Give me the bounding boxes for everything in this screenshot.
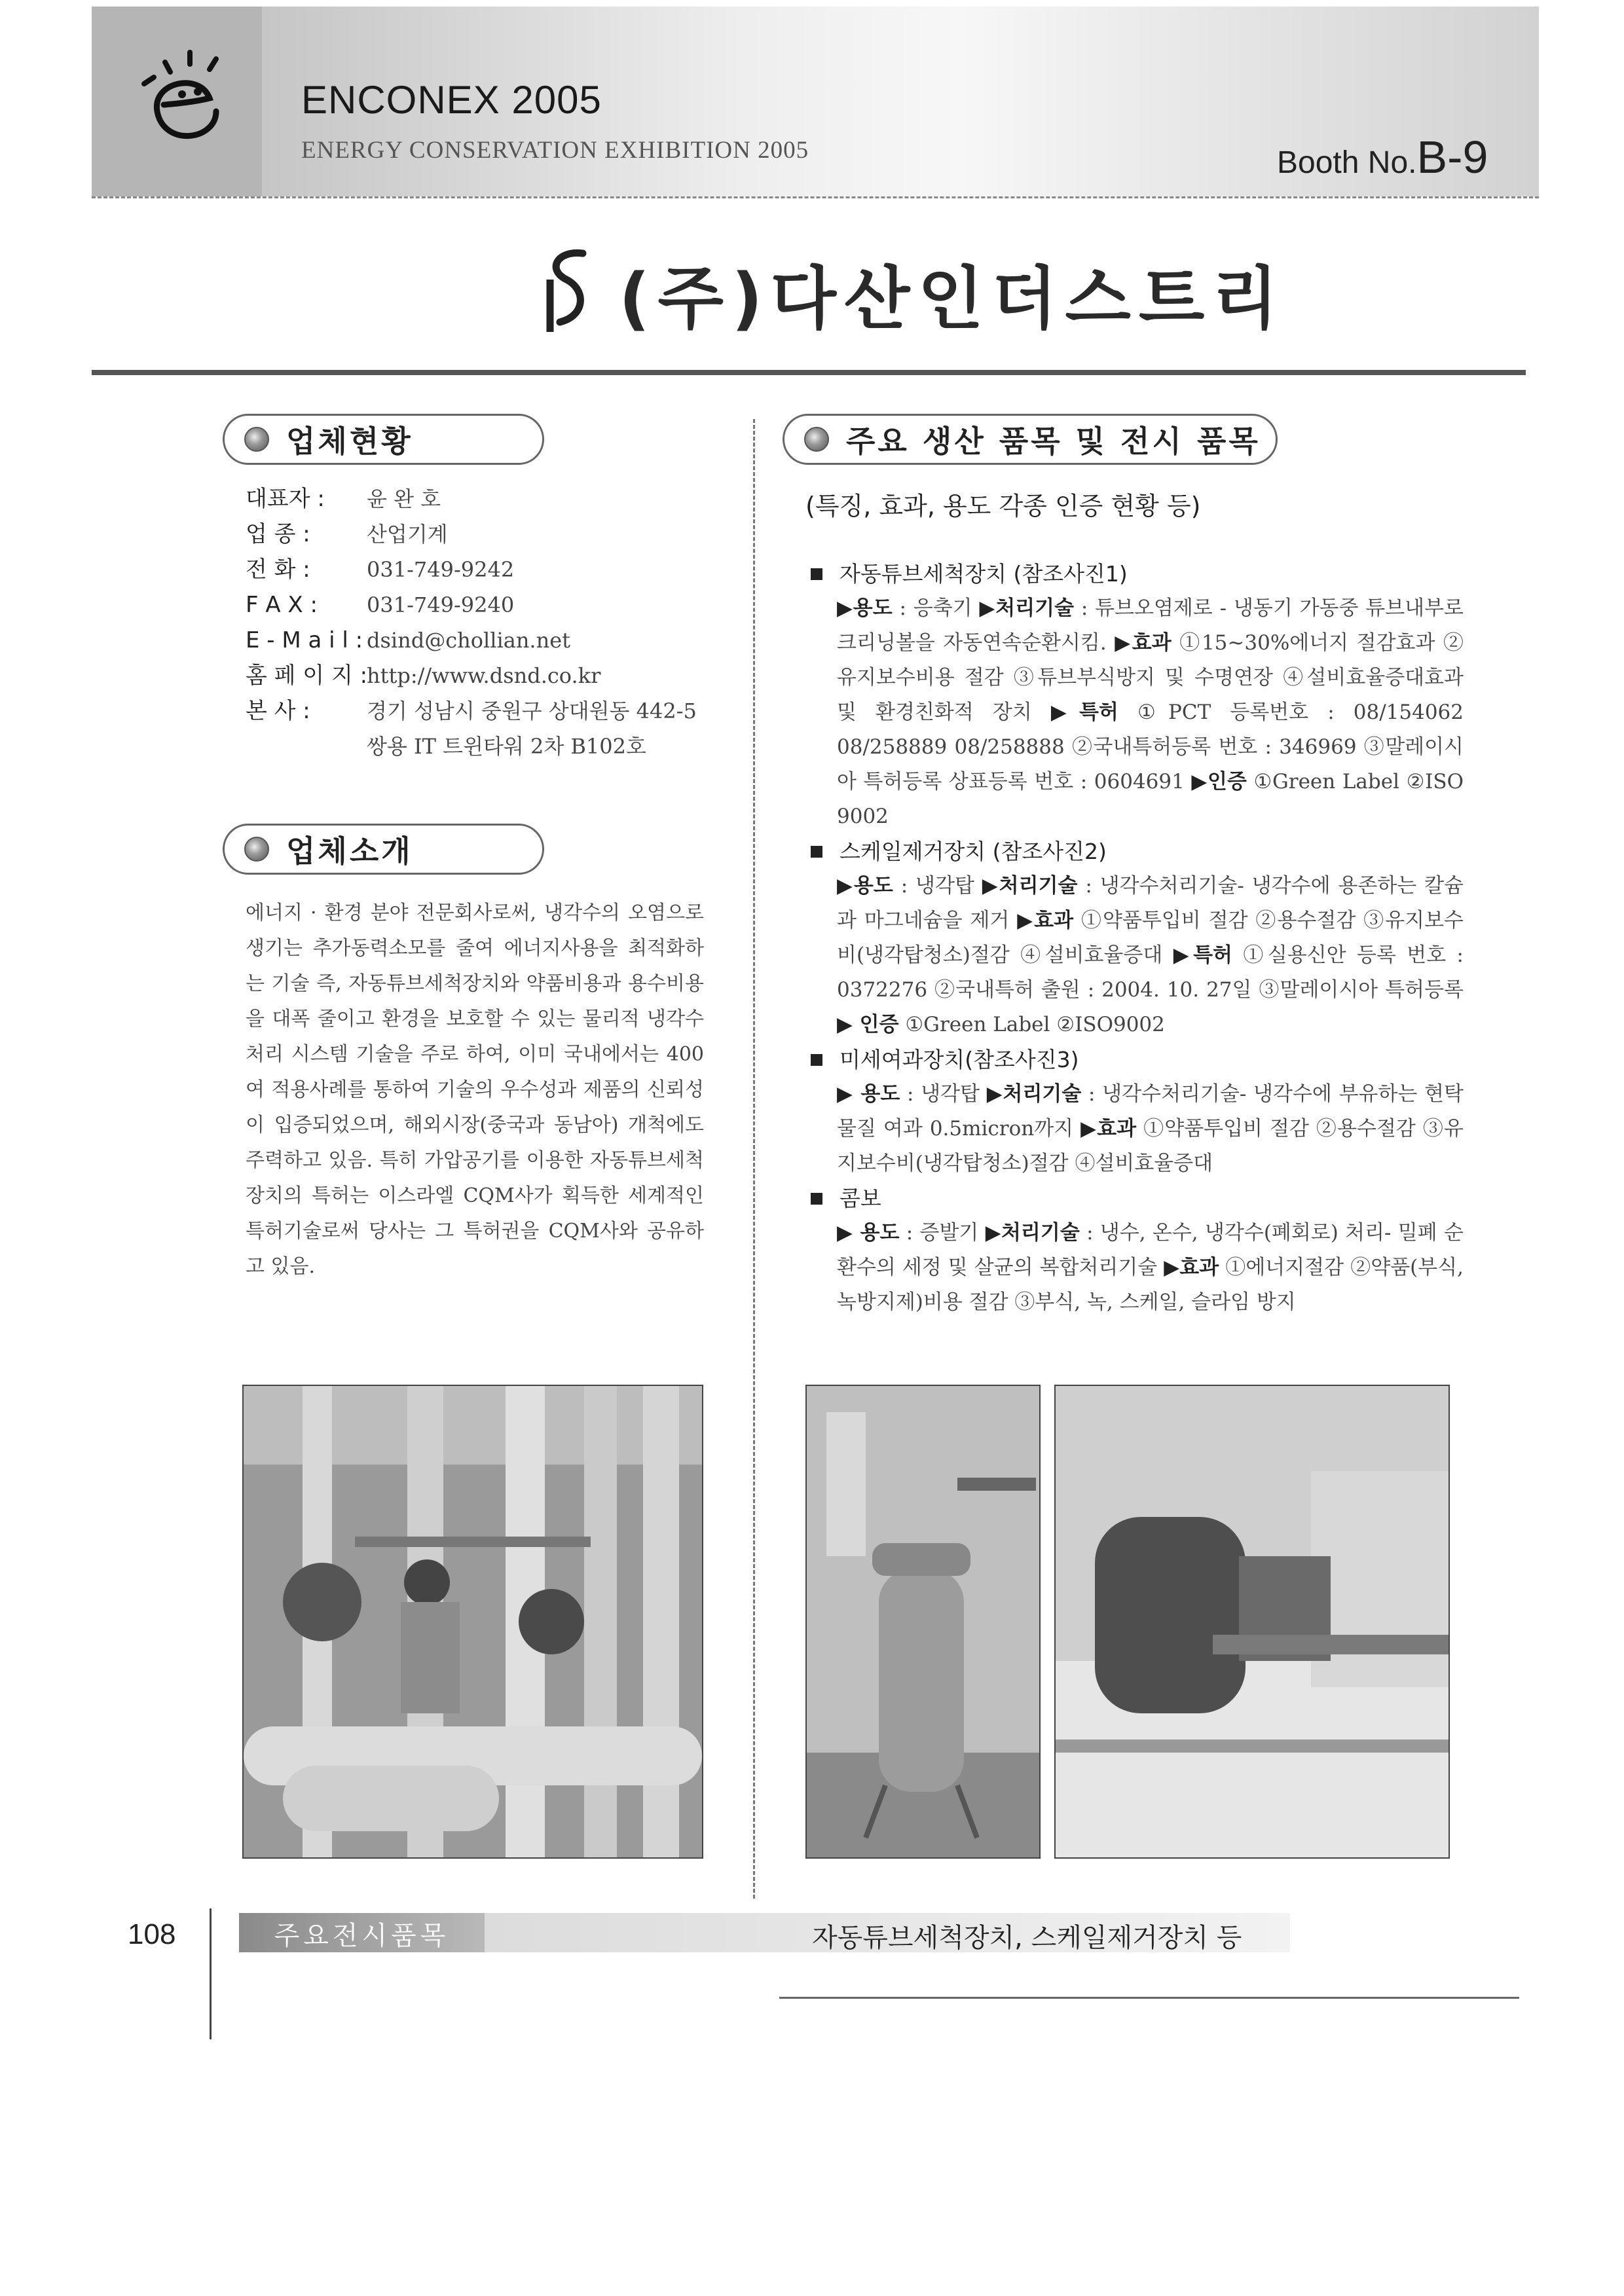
photo-tube-cleaning-system: [242, 1385, 703, 1859]
info-row: 쌍용 IT 트윈타워 2차 B102호: [367, 734, 646, 759]
footer-items: 자동튜브세척장치, 스케일제거장치 등: [812, 1923, 1242, 1953]
column-divider: [753, 419, 755, 1899]
info-row: 본 사 : 경기 성남시 중원구 상대원동 442-5: [246, 698, 697, 724]
square-bullet-icon: [811, 846, 822, 858]
product-list: [805, 556, 1464, 1320]
booth-label: Booth No.: [1277, 145, 1417, 180]
bullet-dot-icon: [244, 837, 269, 862]
booth-number: [1277, 131, 1488, 183]
enconex-logo-icon: [118, 26, 262, 170]
homepage-link[interactable]: http://www.dsnd.co.kr: [367, 663, 601, 688]
photo-scale-removal-device: [805, 1385, 1041, 1859]
info-row: E - M a i l : dsind@chollian.net: [246, 623, 697, 658]
introduction-title: 업체소개: [286, 833, 413, 869]
footer-rule: [779, 1997, 1519, 1999]
bullet-dot-icon: [804, 427, 829, 452]
info-row: 업 종 : 산업기계: [246, 521, 448, 547]
footer-divider: [210, 1908, 212, 2039]
product-name: 자동튜브세척장치 (참조사진1): [840, 561, 1128, 587]
products-heading: [783, 414, 1278, 465]
email-link[interactable]: dsind@chollian.net: [367, 628, 570, 653]
photo-microfiltration-device: [1054, 1385, 1450, 1859]
product-item: 스케일제거장치 (참조사진2) ▶용도 : 냉각탑 ▶처리기술 : 냉각수처리기술- 냉각수에 용존하는 칼슘과 마그네슘을 제거 ▶효과 ①약품투입비 절감 ②용수절감 ③유지보수비(냉각탑청소)절감 ④설비효율증대 ▶특허 ①실용신안 등록 번호 : 0372276 ②국내특허 출원 : 2004. 10. 27일 ③말레이시아 특허등록 ▶ 인증 ①Green Label ②ISO9002: [805, 834, 1464, 1042]
company-logo-icon: [537, 244, 602, 335]
product-item: 미세여과장치(참조사진3) ▶ 용도 : 냉각탑 ▶처리기술 : 냉각수처리기술- 냉각수에 부유하는 현탁 물질 여과 0.5micron까지 ▶효과 ①약품투입비 절감 ②용수절감 ③유지보수비(냉각탑청소)절감 ④설비효율증대: [805, 1042, 1464, 1181]
products-subtitle: (특징, 효과, 용도 각종 인증 현황 등): [805, 492, 1201, 520]
product-name: 콤보: [840, 1186, 881, 1211]
bullet-dot-icon: [244, 427, 269, 452]
header-divider: [92, 196, 1539, 198]
info-row: 홈 페 이 지 : http://www.dsnd.co.kr: [246, 658, 697, 693]
overview-heading: [223, 414, 544, 465]
page-number: 108: [128, 1918, 176, 1950]
products-title: 주요 생산 품목 및 전시 품목: [846, 424, 1261, 459]
company-name: (주)다산인더스트리: [619, 259, 1286, 338]
introduction-text: 에너지 · 환경 분야 전문회사로써, 냉각수의 오염으로 생기는 추가동력소모를 줄여 에너지사용을 최적화하는 기술 즉, 자동튜브세척장치와 약품비용과 용수비용을 대폭 줄이고 환경을 보호할 수 있는 물리적 냉각수처리 시스템 기술을 주로 하여, 이미 국내에서는 400여 적용사례를 통하여 기술의 우수성과 제품의 신뢰성이 입증되었으며, 해외시장(중국과 동남아) 개척에도 주력하고 있음. 특히 가압공기를 이용한 자동튜브세척장치의 특허는 이스라엘 CQM사가 획득한 세계적인 특허기술로써 당사는 그 특허권을 CQM사와 공유하고 있음.: [246, 902, 704, 1278]
info-row: 대표자 : 윤 완 호: [246, 486, 441, 512]
product-item: 콤보 ▶ 용도 : 증발기 ▶처리기술 : 냉수, 온수, 냉각수(폐회로) 처리- 밀폐 순환수의 세정 및 살균의 복합처리기술 ▶효과 ①에너지절감 ②약품(부식,녹방지제)비용 절감 ③부식, 녹, 스케일, 슬라임 방지: [805, 1181, 1464, 1320]
product-item: 자동튜브세척장치 (참조사진1) ▶용도 : 응축기 ▶처리기술 : 튜브오염제로 - 냉동기 가동중 튜브내부로 크리닝볼을 자동연속순환시킴. ▶효과 ①15~30%에너지 절감효과 ②유지보수비용 절감 ③튜브부식방지 및 수명연장 ④설비효율증대효과 및 환경친화적 장치 ▶특허 ①PCT 등록번호 : 08/154062 08/258889 08/258888 ②국내특허등록 번호 : 346969 ③말레이시아 특허등록 상표등록 번호 : 0604691 ▶인증 ①Green Label ②ISO 9002: [805, 556, 1464, 834]
introduction-heading: [223, 824, 544, 875]
product-name: 스케일제거장치 (참조사진2): [840, 839, 1107, 864]
title-rule: [92, 370, 1526, 375]
square-bullet-icon: [811, 1193, 822, 1205]
square-bullet-icon: [811, 1054, 822, 1066]
info-row: F A X : 031-749-9240: [246, 592, 515, 618]
overview-title: 업체현황: [286, 424, 413, 459]
info-row: 전 화 : 031-749-9242: [246, 556, 515, 583]
booth-code: B-9: [1416, 132, 1488, 183]
event-title: ENCONEX 2005: [301, 78, 602, 122]
square-bullet-icon: [811, 568, 822, 580]
footer-band-label: 주요전시품목: [274, 1921, 450, 1951]
event-subtitle: ENERGY CONSERVATION EXHIBITION 2005: [301, 137, 809, 164]
product-name: 미세여과장치(참조사진3): [840, 1047, 1079, 1072]
company-info-table: [246, 481, 697, 764]
